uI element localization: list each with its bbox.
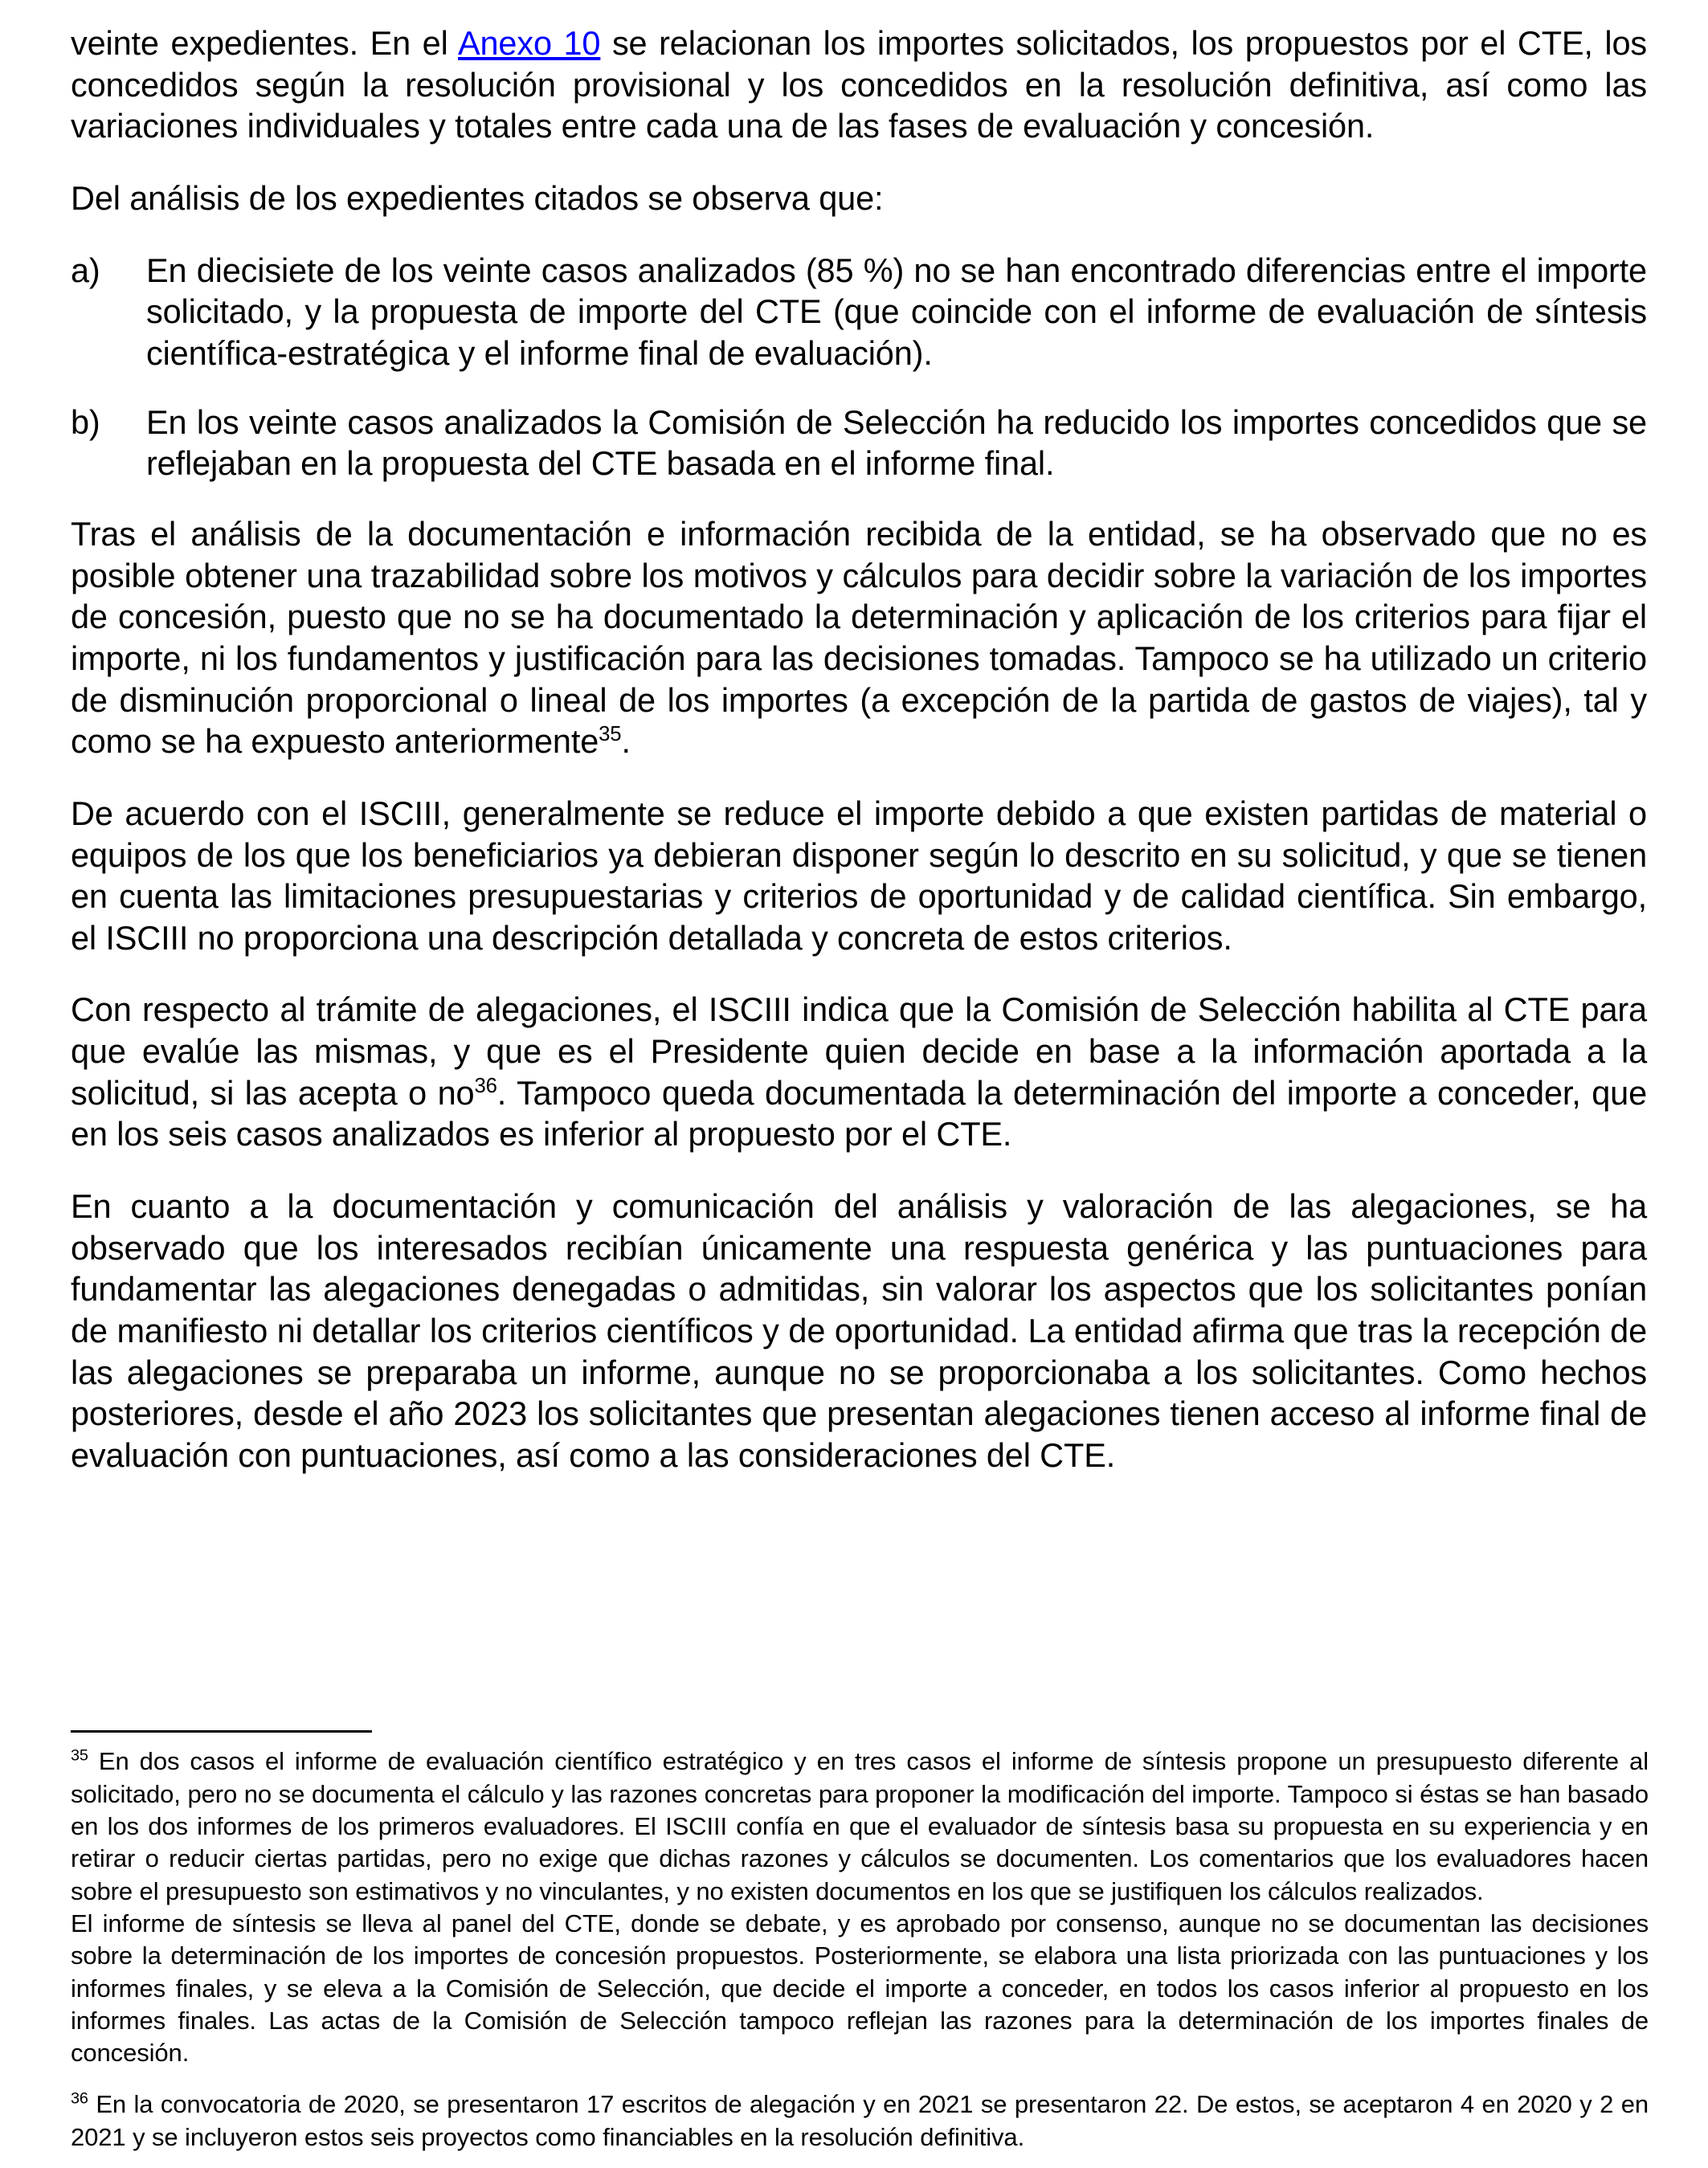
list-item (71, 402, 1647, 484)
document-body-column (71, 22, 1647, 1476)
footnote-separator (71, 1730, 372, 1733)
footnote-ref-35[interactable]: 35 (599, 723, 622, 746)
footnote-36 (71, 2088, 1649, 2154)
list-item-text: En los veinte casos analizados la Comisión de Selección ha reducido los importes concedidos que se reflejaban en la propuesta del CTE basada en el informe final. (146, 402, 1647, 483)
anexo-10-link[interactable]: Anexo 10 (457, 24, 601, 62)
list-item-text: En diecisiete de los veinte casos analizados (85 %) no se han encontrado diferencias entre el importe solicitado, y la propuesta de importe del CTE (que coincide con el informe de evaluación de síntesis científica-estratégica y el informe final de evaluación). (146, 251, 1647, 372)
paragraph-traceability (71, 513, 1647, 762)
footnote-text: En dos casos el informe de evaluación científico estratégico y en tres casos el informe de síntesis propone un presupuesto diferente al solicitado, pero no se documenta el cálculo y las razones concretas para proponer la modificación del importe. Tampoco si éstas se han basado en los dos informes de los primeros evaluadores. El ISCIII confía en que el evaluador de síntesis basa su propuesta en su experiencia y en retirar o reducir ciertas partidas, pero no exige que dichas razones y cálculos se documenten. Los comentarios que los evaluadores hacen sobre el presupuesto son estimativos y no vinculantes, y no existen documentos en los que se justifiquen los cálculos realizados. (71, 1747, 1649, 1905)
list-item (71, 250, 1647, 374)
paragraph-alegaciones (71, 989, 1647, 1155)
paragraph-anexo-reference (71, 22, 1647, 147)
paragraph-text: Con respecto al trámite de alegaciones, el ISCIII indica que la Comisión de Selección habilita al CTE para que evalúe las mismas, y que es el Presidente quien decide en base a la información aportada a la solicitud, si las acepta o no (71, 990, 1647, 1112)
footnote-text: En la convocatoria de 2020, se presentaron 17 escritos de alegación y en 2021 se presentaron 22. De estos, se aceptaron 4 en 2020 y 2 en 2021 y se incluyeron estos seis proyectos como financiables en la resolución definitiva. (71, 2090, 1649, 2151)
paragraph-text-tail: . Tampoco queda documentada la determinación del importe a conceder, que en los seis casos analizados es inferior al propuesto por el CTE. (71, 1073, 1647, 1153)
paragraph-text: Tras el análisis de la documentación e información recibida de la entidad, se ha observado que no es posible obtener una trazabilidad sobre los motivos y cálculos para decidir sobre la variación de los importes de concesión, puesto que no se ha documentado la determinación y aplicación de los criterios para fijar el importe, ni los fundamentos y justificación para las decisiones tomadas. Tampoco se ha utilizado un criterio de disminución proporcional o lineal de los importes (a excepción de la partida de gastos de viajes), tal y como se ha expuesto anteriormente (71, 514, 1647, 761)
footnote-35 (71, 1745, 1649, 1907)
paragraph-documentation-communication: En cuanto a la documentación y comunicación del análisis y valoración de las alegaciones, se ha observado que los interesados recibían únicamente una respuesta genérica y las puntuaciones para fundamentar las alegaciones denegadas o admitidas, sin valorar los aspectos que los solicitantes ponían de manifiesto ni detallar los criterios científicos y de oportunidad. La entidad afirma que tras la recepción de las alegaciones se preparaba un informe, aunque no se proporcionaba a los solicitantes. Como hechos posteriores, desde el año 2023 los solicitantes que presentan alegaciones tienen acceso al informe final de evaluación con puntuaciones, así como a las consideraciones del CTE. (71, 1187, 1647, 1475)
footnote-number-36: 36 (71, 2090, 88, 2109)
paragraph-text-after-link: se relacionan los importes solicitados, los propuestos por el CTE, los concedidos según la resolución provisional y los concedidos en la resolución definitiva, así como las variaciones individuales y totales entre cada una de las fases de evaluación y concesión. (71, 24, 1648, 145)
paragraph-isciii-criteria: De acuerdo con el ISCIII, generalmente se reduce el importe debido a que existen partidas de material o equipos de los que los beneficiarios ya debieran disponer según lo descrito en su solicitud, y que se tienen en cuenta las limitaciones presupuestarias y criterios de oportunidad y de calidad científica. Sin embargo, el ISCIII no proporciona una descripción detallada y concreta de estos criterios. (71, 794, 1647, 957)
list-item-marker: b) (71, 402, 100, 441)
footnote-number-35: 35 (71, 1747, 88, 1766)
findings-list (71, 250, 1647, 484)
paragraph-text-tail: . (621, 722, 631, 761)
footnote-ref-36[interactable]: 36 (474, 1074, 497, 1097)
list-item-marker: a) (71, 251, 100, 289)
footnote-area (71, 1730, 1649, 2154)
footnote-35-continued: El informe de síntesis se lleva al panel del CTE, donde se debate, y es aprobado por consenso, aunque no se documentan las decisiones sobre la determinación de los importes de concesión propuestos. Posteriormente, se elabora una lista priorizada con las puntuaciones y los informes finales, y se eleva a la Comisión de Selección, que decide el importe a conceder, en todos los casos inferior al propuesto en los informes finales. Las actas de la Comisión de Selección tampoco reflejan las razones para la determinación de los importes finales de concesión. (71, 1909, 1649, 2068)
paragraph-analysis-intro: Del análisis de los expedientes citados se observa que: (71, 178, 884, 217)
paragraph-text-before-link: veinte expedientes. En el (71, 24, 458, 62)
